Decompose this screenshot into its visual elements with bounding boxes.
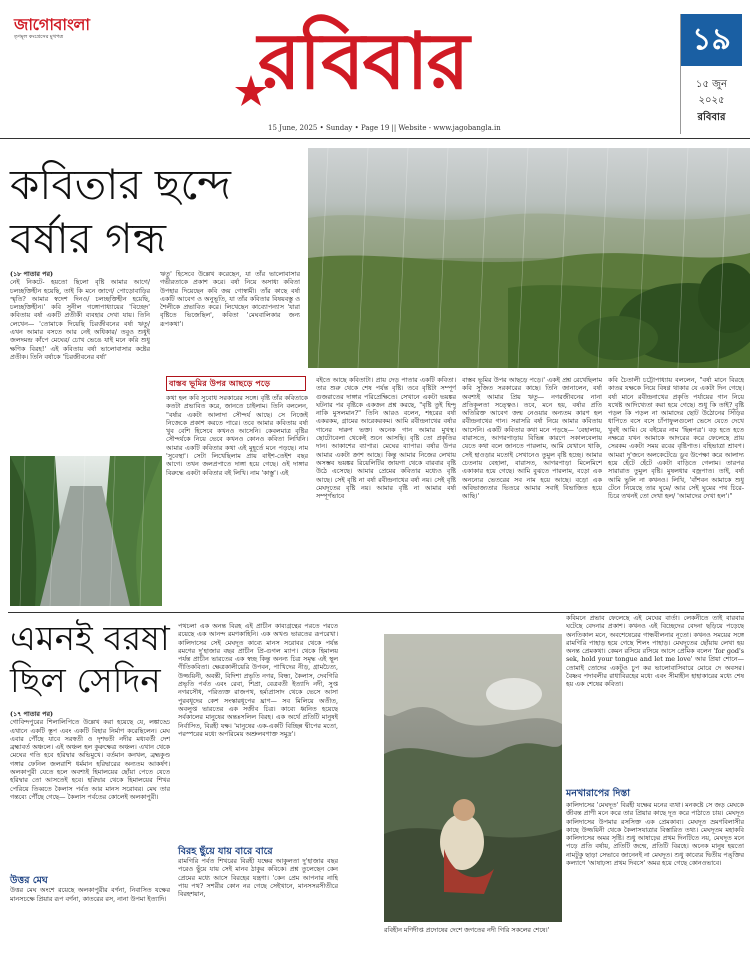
masthead bbox=[0, 0, 750, 140]
article-1-column-5 bbox=[462, 376, 602, 608]
continued-label: (১৭ পাতার পর) bbox=[10, 710, 54, 718]
article-1-column-1 bbox=[10, 270, 150, 400]
headline-line-1: এমনই বরষা bbox=[10, 619, 170, 659]
section-divider bbox=[8, 612, 744, 613]
body-text: নেই নিকটে- হয়তো ছিলো বৃষ্টি আমার আগে/ চলচ্ছক্তিহীন হয়েছি, তাই কি মনে জাগে/ পোড়োবাড়ির স্মৃতি? আমার স্বদেশ দিনও/ চলচ্ছক্তিহীন হয়েছি, চলচ্ছক্তিহীন।' কবি সুনীল গঙ্গোপাধ্যায়ের 'বিচ্ছেদ' কবিতায় বর্ষা একটি প্রতীকী ব্যবহার দেখা যায়। তিনি লেখেন— 'তোমাকে দিয়েছি চিরজীবনের বর্ষা ঋতু/ এখন আমার বসতে আর নেই অধিকার/ তবুও শুধুই জলদমন্দ্র কাঁপে মেঘের/ চোখ ভেঙে যাই মনে করি শুধু ক্ষণিক বিরহ!' এই কবিতায় বর্ষা ভালোবাসার কষ্টের প্রতীক। তিনি বর্ষাকে 'চিরজীবনের বর্ষা' bbox=[10, 278, 150, 361]
article-1-column-2 bbox=[160, 270, 300, 370]
yaksha-painting bbox=[384, 634, 562, 922]
body-text: কালিদাসের 'মেঘদূত' বিরহী যক্ষের মনের ব্যথা। মনকষ্টে সে জড় মেঘকে জীবন্ত প্রাণী মনে করে তার প্রিয়ার কাছে দূত করে পাঠাতে চায়। মেঘদূত কালিদাসের উপমার রসসিক্ত এক প্রেমকাব্য। মেঘদূত ভ্রমণবিলাসীর কাছে উজ্জয়িনী থেকে কৈলাসযাত্রার বিস্তারিত তথ্য। মেঘদূতম মহাকবি কালিদাসের অমর সৃষ্টি। শুধু আষাঢ়ের প্রথম দিনটিতে নয়, মেঘদূত মনে পড়ে প্রতি বর্ষায়, প্রতিটি জন্মে, প্রতিটি বিরহে। অনেক মানুষ হয়তো নামটুকু ছাড়া সেভাবে জানেনই না মেঘদূত। শুধু কাব্যের দ্বিতীয় পঙ্‌ক্তির কল্যাণে 'আষাঢ়স্য প্রথম দিবসে' অমর হয়ে গেছে কোনওভাবে। bbox=[566, 801, 744, 868]
headline-line-2: বর্ষার গন্ধ bbox=[10, 214, 166, 263]
page-number-box bbox=[680, 14, 742, 134]
body-text: বইতে আছে কবিতাটা। প্রায় দেড় পাতার একটি কবিতা। তার শুরু থেকে শেষ পর্যন্ত বৃষ্টি। তবে বৃষ্টিটা সম্পূর্ণ গুজরাতের দাঙ্গার পরিপ্রেক্ষিতে। সেখানে একটা ভয়ঙ্কর ঘটনার পর বৃষ্টিকে একজন প্রশ্ন করছে, "বৃষ্টি তুই হিন্দু নাকি মুসলমান?" তিনি আরও বলেন, শহরের বর্ষা একরকম, গ্রামের আরেকরকম। আমি রবীন্দ্রনাথের বর্ষার গানের দারুণ ভক্ত। অনেক গান আমার মুখস্থ। ছোটোবেলা থেকেই শুনে আসছি। বৃষ্টি তো প্রকৃতির দান। আকাশের ব্যাপার। মেঘের ব্যাপার। বর্ষার উপর আমার একটা ক্রাশ আছে। কিন্তু আমার নিজের লেখায় অসম্ভব ভয়ঙ্কর রিয়েলিটির জায়গা থেকে বারবার বৃষ্টি উঠে এসেছে। আমার প্রেমের কবিতার মধ্যেও বৃষ্টি আছে। সেই বৃষ্টি না বর্ষা রবীন্দ্রনাথের বর্ষা নয়। সেই বৃষ্টি মেঘদূতের বৃষ্টি নয়। আমার বৃষ্টি না আমার বর্ষা সম্পূর্ণভাবে bbox=[316, 376, 456, 501]
article-2-column-1 bbox=[10, 710, 170, 958]
body-text: গোবিন্দপুরের শিলালিপিতে উল্লেখ করা হয়েছে যে, লঙ্কাড্ডে এখানে একটি স্তূপ এবং একটি বিহার নির্মাণ করেছিলেন। মেঘ এবার পৌঁছে যাবে সরস্বতী ও দৃশদ্বতী নদীর মধ্যবর্তী দেশ ব্রহ্মাবর্ত অঞ্চলে। এই অঞ্চল হল কুরুক্ষেত্র অঞ্চল। এখান থেকে মেঘের গতি হবে হরিদ্বার অভিমুখে। বর্তমান কনখল, ব্রহ্মকুণ্ড গঙ্গার ফেনিল জলরাশি ধর্মমান হরিদ্বারের অন্যতম আকর্ষণ। অলকাপুরী যেতে হলে অবশ্যই হিমালয়ের ছোঁয়া পেতে যেতে হরিদ্বার তো আসতেই হবে। হরিদ্বার থেকে হিমালয়ের শিখর পেরিয়ে তিব্বতে কৈলাস পর্বত আর মানস সরোবর। মেঘ তার গন্তব্যে পৌঁছে গেছে— কৈলাস পর্বতের কোলেই অলকাপুরী। bbox=[10, 718, 170, 801]
body-text: কবিমনে প্রভাব ফেলেছে এই মেঘের বার্তা। লেকনীতে তাই বারবার ঘটেছে বেদনার প্রকাশ। কখনও এই বিচ্ছেদের বেদনা ছড়িয়ে পড়েছে অনতিকাল মনে, অবশেষেরের গান্ধবীলনার নূতো। কখনও সময়ের সঙ্গে রামগিরি পাহাড় হয়ে গেছে শিলং পাহাড়। মেঘদূতের ছোঁয়ায় লেখা হয় অনন্ত প্রেমকথা। কেমন রসিয়ে রসিয়ে আসে প্রেমিক বলেন 'for god's sek, hold your tongue and let me love' আর প্রিয়া শোনে— তোমাই তোদের একটুও চুপ কর ভালোবাসিবারে মোরে দে অবসর। বৈষ্ণব পদাবলীর রাধাবিরহের মধ্যে এবং সীমাহীন হাহাকারের মধ্যে শেষ হয় এক শেষের কবিতা। bbox=[566, 614, 744, 689]
brand-tagline: তৃণমূল কংগ্রেসের মুখপত্র bbox=[14, 34, 64, 40]
page-number: ১৯ bbox=[681, 14, 742, 66]
subheading: মনখারাপের দিস্তা bbox=[566, 788, 631, 799]
headline-line-1: কবিতার ছন্দে bbox=[10, 160, 231, 209]
body-text: বাস্তব ভূমির উপর আছড়ে পড়ে।' একই প্রশ্ন রেখেছিলাম কবি সুজিত সরকারের কাছে। তিনি জানালেন, বর্ষা অবশ্যই আমার প্রিয় ঋতু— নগরজীবনের নানা প্রতিকূলতা সত্ত্বেও। তবে, মনে হয়, বর্ষার প্রতি অতিরিক্ত আবেগ জন্ম নেওয়ার অন্যতম কারণ হল রবীন্দ্রনাথের গান। সরাসরি বর্ষা নিয়ে আমার কবিতায় আসেনি। একটি কবিতার কথা মনে পড়ছে— 'বেহালায়, বারাসতে, আগরপাড়ায় বিভিন্ন কারণে সকালবেলায় যেতে কথা বলে জানতে পারলাম, আমি যেখানে থাকি, সেই হাওড়ার মতোই সেখানেও তুমুল বৃষ্টি হচ্ছে। আমার চেতনায় বেহালা, বারাসত, আগরপাড়া মিলেমিশে একাকার হয়ে গেছে। আমি বুঝতে পারলাম, বড়ো এক অনন্যের ভেতরের সব নাম হয়ে আছে। বড়ো এক অবিভাজ্যতার ভিতরে আমার সবাই বিভাজিত হয়ে আছি।' bbox=[462, 376, 602, 501]
rainy-road-photo bbox=[10, 456, 162, 606]
body-text: রামগিরি পর্বত শিখরের বিরহী যক্ষের আকুলতা দু'হাজার বছর পরেও ছুঁয়ে যায় সেই মানব ঠাকুর কবিকে। প্রশ্ন তুলেছেন কেন প্রেমের মধ্যে আসে বিরহের যন্ত্রণা। 'কেন প্রেম আপনার নাহি পায় পথ? সশরীর কোন নর গেছে সেইখানে, মানসসরসীতীরে বিরহশয়ান, bbox=[178, 857, 338, 899]
article-1-column-6 bbox=[608, 376, 744, 608]
body-text: উত্তর মেঘ অংশে রয়েছে অলকাপুরীর বর্ণনা, নিবাসিত যক্ষের মানসচক্ষে প্রিয়ার রূপ বর্ণনা, কাতরের রস, নানা উপমা ইত্যাদি। bbox=[10, 886, 170, 903]
article-1-headline bbox=[10, 158, 300, 266]
section-title bbox=[230, 18, 590, 116]
date-weekday: রবিবার bbox=[697, 112, 726, 123]
section-title-text: রবিবার bbox=[258, 17, 468, 107]
date-year: ২০২৫ bbox=[698, 95, 725, 106]
body-text: কবি চৈতালী চট্টোপাধ্যায় বললেন, "বর্ষা মানে বিরহে কাতর যক্ষকে নিয়ে বিষণ্ণ থাকার যে একটা দিন গেছে। বর্ষা মানে রবীন্দ্রনাথের প্রকৃতি পর্যায়ের গান নিয়ে যথেষ্ট আদিখ্যেতা করা হয়ে গেছে। শুধু কি তাই? বৃষ্টি পড়ল কি পড়ল না আমাদের ছোট উঠোনের সিঁড়ির ধাপিতে বসে বসে চাঁপাফুলগুলো ভেসে যেতে দেখে খুবই আমি। যে বইয়ের নাম 'ছিন্নপত্র'। বড় হতে হতে নক্ষত্রে যখন আমাকে আদরের করে ফেলেছে প্রায় সেরকম একটা সময় রবের বৃষ্টিপাত। বহিভাত্রা শ্রাবণ। আমরা দু'জনে অলকেটেডে ডুব উপেক্ষা করে আলাদ্য হয়ে হেঁটে হেঁটে একটা বাড়িতে গেলাম। তারপর সারারাত তুমুল বৃষ্টি। মুষলধার বজ্রপাত। তাই, বর্ষা আমি ভুলি না কখনও। লিখি, 'বাঁশবন আমাকে শুধু টেনে নিয়েছে তার ঘুমে/ আর সেই ঘুমের পথ চিরে-চিরে তখনই তো দেখা হল/ 'আমাদের দেখা হল'।" bbox=[608, 376, 744, 501]
subheading: বাস্তব ভূমির উপর আছড়ে পড়ে bbox=[166, 376, 306, 391]
article-2-column-2 bbox=[178, 622, 338, 958]
article-2-column-3 bbox=[566, 614, 744, 958]
body-text: কথা হল কবি সুবোধ সরকারের সঙ্গে। বৃষ্টি তাঁর কবিতাকে কতটা প্রভাবিত করে, জানতে চাইলাম। তিনি বললেন, "বর্ষার একটা আলাদা সৌন্দর্য আছে। সে নিজেই নিজেকে প্রকাশ করতে পারে। তবে আমার কবিতায় বর্ষা খুব বেশি হিসেবে কখনও আসেনি। কেবলমাত্র বৃষ্টির সৌন্দর্যকে নিয়ে ভেবে কখনও কোনও কবিতা লিখিনি। আমার একটি কবিতার কথা এই মুহূর্তে মনে পড়ছে। নাম 'সুবেস্থা'। সেটা লিখেছিলাম প্রায় বাইশ-তেইশ বছর আগে। তখন জলপ্রপাতে দাঙ্গা হয়ে গেছে। ওই দাঙ্গার বিরুদ্ধে একটা কবিতার বই লিখি। নাম 'কাস্তু'। এই bbox=[166, 394, 308, 477]
photo-caption: রবিহীন মণিদীপ্ত প্রদোষের দেশে জগতের নদী গিরি সকলের শেষে।' bbox=[384, 926, 550, 934]
article-1-column-3 bbox=[166, 376, 308, 608]
brand-name: জাগোবাংলা bbox=[14, 15, 90, 34]
headline-line-2: ছিল সেদিন bbox=[10, 661, 161, 701]
masthead-divider bbox=[0, 138, 750, 139]
rain-landscape-photo bbox=[308, 148, 750, 368]
continued-label: (১৮ পাতার পর) bbox=[10, 270, 53, 278]
article-2 bbox=[0, 614, 750, 962]
brand-logo[interactable] bbox=[14, 16, 110, 46]
date-day-month: ১৫ জুন bbox=[695, 79, 728, 90]
subheading: উত্তর মেঘ bbox=[10, 875, 48, 887]
body-text: পথচলা এক অনন্ত বিরহ এই প্রাচীন কাব্যগ্রন্থের পরতে পরতে রয়েছে এক আনন্দ রমণকাহিনি। এক অখণ্ড ভারতের রূপরেখা। কালিদাসের সেই মেঘদূত কাব্যে মানস সরোবর থেকে পর্যন্ত রমণের দু'হাজার বছর প্রাচীন প্রি-গুগল ম্যাপ। থেকে হিমালয় পর্যন্ত প্রাচীন ভারতের এক স্বচ্ছ কিন্তু অনন্য চিত্র সমৃদ্ধ এই স্থূল গীতিকবিতা। ক্ষেত্রকালীয়েরি উপবন, পাখিদের নীড়, গ্রামচৈত্য, উজ্জয়িনী, অবন্তী, বিদিশা প্রভৃতি নগর, বিন্ধ্য, কৈলাস, দেবগিরি প্রভৃতি পর্বত এবং রেবা, শিপ্রা, বেত্রবতী ইত্যাদি নদী, সুপ্ত নগরসৌধ, পরিত্যক্ত রাজপথ, হর্ম্যপ্রাসাদ থেকে ভেসে আসা পুরবধূদের কেশ সংস্কারধূপের ঘ্রাণ— সব মিলিয়ে অতীত, অবলুপ্ত ভারতের এক সজীব চিত্র। কাব্যে ধ্বনিত হয়েছে সর্বকালের মানুষের অন্তঃসলিল বিরহ। এক অর্থে প্রতিটি মানুষই নির্বাসিত, বিরহী যক্ষ। 'মানুষের এক-একটি বিচ্ছিন্ন দ্বীপের মতো, পরস্পরের মধ্যে অপরিমেয় অশ্রুলবণাক্ত সমুদ্র'। bbox=[178, 622, 338, 738]
dateline: 15 June, 2025 • Sunday • Page 19 || Website - www.jagobangla.in bbox=[268, 124, 501, 132]
body-text: ঋতু' হিসেবে উল্লেখ করেছেন, যা তাঁর ভালোবাসার গভীরতাকে প্রকাশ করে। বর্ষা নিয়ে অসাধ্য কবিতা উপহার দিয়েছেন কবি জয় গোস্বামী। তাঁর কাছে বর্ষা একটি আবেগ ও অনুভূতি, যা তাঁর কবিতার বিষয়বস্তু ও শৈলীকে প্রভাবিত করে। লিখেছেন কাব্যোপন্যাস 'যারা বৃষ্টিতে ভিজেছিল', কবিতা 'মেঘবালিকার জন্য রূপকথা'। bbox=[160, 270, 300, 328]
article-1-column-4 bbox=[316, 376, 456, 608]
subheading: বিরহ ছুঁয়ে যায় বারে বারে bbox=[178, 846, 273, 857]
article-1 bbox=[0, 140, 750, 610]
article-2-headline bbox=[10, 618, 180, 702]
